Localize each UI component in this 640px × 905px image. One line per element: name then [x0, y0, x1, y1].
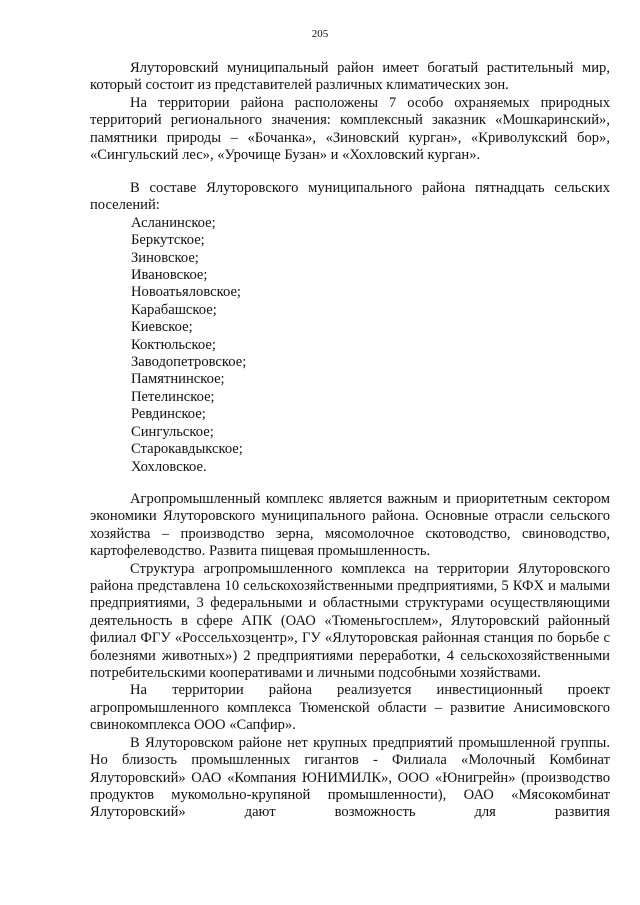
economy-section	[90, 491, 610, 822]
paragraph-agro-structure: Структура агропромышленного комплекса на территории Ялуторовского района представлена 10 сельскохозяйственными предприятиями, 5 КФХ и малыми предприятиями, 3 федеральными и областными структурами осуществляющими деятельность в сфере АПК (ОАО «Тюменьгосплем», Ялуторовский районный филиал ФГУ «Россельхозцентр», ГУ «Ялуторовская районная станция по борьбе с болезнями животных») 2 предприятиями переработки, 4 сельскохозяйственными потребительскими кооперативами и личными подсобными хозяйствами.	[90, 560, 610, 682]
settlements-section	[90, 180, 610, 476]
list-item: Зиновское;	[131, 249, 199, 266]
list-item: Ревдинское;	[131, 406, 206, 423]
list-item: Ивановское;	[131, 267, 208, 284]
list-item: Хохловское.	[131, 458, 207, 475]
paragraph-investment-project: На территории района реализуется инвестиционный проект агропромышленного комплекса Тюменской области – развитие Анисимовского свинокомплекса ООО «Сапфир».	[90, 682, 610, 734]
list-item: Новоатьяловское;	[131, 284, 241, 301]
list-item: Киевское;	[131, 319, 193, 336]
settlements-intro: В составе Ялуторовского муниципального района пятнадцать сельских поселений:	[90, 180, 610, 214]
intro-section	[90, 60, 610, 164]
list-item: Петелинское;	[131, 388, 215, 405]
list-item: Беркутское;	[131, 232, 205, 249]
settlements-list	[90, 215, 610, 476]
list-item: Сингульское;	[131, 423, 214, 440]
paragraph-flora: Ялуторовский муниципальный район имеет богатый растительный мир, который состоит из представителей различных климатических зон.	[90, 60, 610, 94]
list-item: Старокавдыкское;	[131, 441, 243, 458]
list-item: Памятнинское;	[131, 371, 225, 388]
paragraph-protected-areas: На территории района расположены 7 особо охраняемых природных территорий регионального значения: комплексный заказник «Мошкаринский», памятники природы – «Бочанка», «Зиновский курган», «Криволукский бор», «Сингульский лес», «Урочище Бузан» и «Хохловский курган».	[90, 94, 610, 164]
paragraph-industry: В Ялуторовском районе нет крупных предприятий промышленной группы. Но близость промышленных гигантов - Филиала «Молочный Комбинат Ялуторовский» ОАО «Компания ЮНИМИЛК», ООО «Юнигрейн» (производство продуктов мукомольно-крупяной промышленности), ОАО «Мясокомбинат Ялуторовский» дают возможность для развития	[90, 734, 610, 821]
list-item: Асланинское;	[131, 214, 216, 231]
page-number: 205	[311, 28, 329, 40]
list-item: Коктюльское;	[131, 336, 216, 353]
list-item: Заводопетровское;	[131, 354, 247, 371]
paragraph-agro-complex: Агропромышленный комплекс является важным и приоритетным сектором экономики Ялуторовского муниципального района. Основные отрасли сельского хозяйства – производство зерна, мясомолочное скотоводство, свиноводство, картофелеводство. Развита пищевая промышленность.	[90, 491, 610, 560]
list-item: Карабашское;	[131, 301, 217, 318]
